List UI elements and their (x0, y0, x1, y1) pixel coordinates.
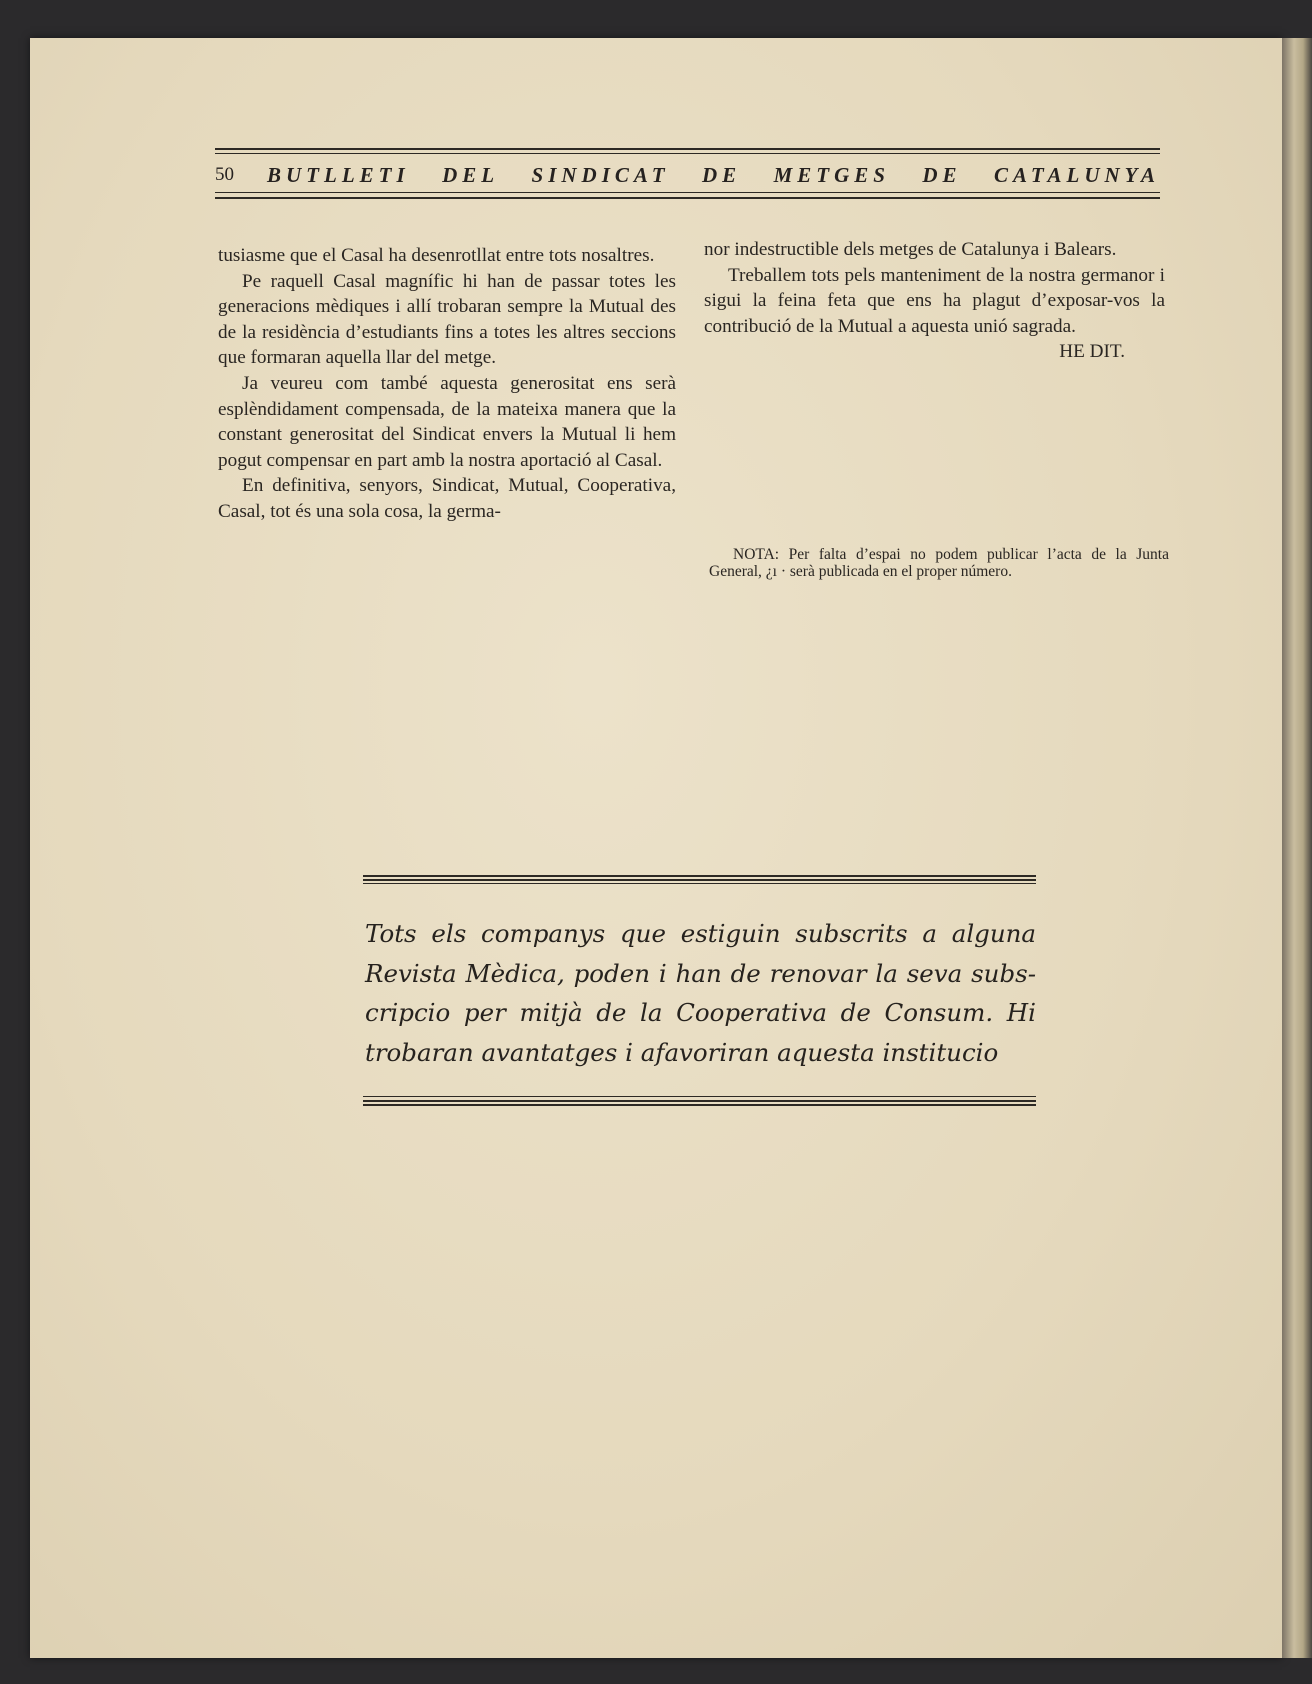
paragraph: tusiasme que el Casal ha desenrotllat entre tots nosaltres. (218, 245, 655, 266)
paragraph: nor indestructible dels metges de Catalunya i Balears. (704, 239, 1117, 260)
running-header (215, 148, 1160, 206)
header-row (215, 162, 1160, 188)
title-word: SINDICAT (531, 162, 670, 187)
notice-rule-top (363, 875, 1036, 877)
left-column (218, 243, 676, 525)
editorial-note: NOTA: Per falta d’espai no podem publicar l’acta de la Junta General, ¿ı · serà publicada en el proper número. (709, 546, 1169, 580)
title-word: METGES (773, 162, 890, 187)
signature: HE DIT. (1059, 341, 1125, 363)
title-word: DE (922, 162, 962, 187)
notice-rule-bottom (363, 1100, 1036, 1102)
notice-rule-top (363, 883, 1036, 884)
journal-title (267, 163, 1160, 188)
header-rule-top-thin (215, 153, 1160, 154)
header-rule-bottom-thin (215, 192, 1160, 193)
notice-rule-bottom (363, 1104, 1036, 1106)
title-word: CATALUNYA (993, 162, 1160, 187)
paragraph: Ja veureu com també aquesta generositat ens serà esplèndidament compensada, de la mateixa manera que la constant generositat del Sindicat envers la Mutual li hem pogut compensar en part amb la nostra aportació al Casal. (218, 372, 676, 471)
title-word: DEL (442, 162, 500, 187)
title-word: BUTLLETI (267, 162, 410, 187)
paragraph: En definitiva, senyors, Sindicat, Mutual, Cooperativa, Casal, tot és una sola cosa, la germa- (218, 475, 676, 522)
paragraph: Pe raquell Casal magnífic hi han de passar totes les generacions mèdiques i allí trobaran sempre la Mutual des de la residència d’estudiants fins a totes les altres seccions que formaran aquella llar del metge. (218, 270, 676, 369)
page-number: 50 (215, 164, 234, 185)
header-rule-top (215, 148, 1160, 150)
header-rule-bottom (215, 197, 1160, 199)
title-word: DE (701, 162, 742, 187)
notice-rule-bottom (363, 1096, 1036, 1097)
notice-box (363, 875, 1036, 1117)
page-edge (1282, 38, 1312, 1658)
right-column (704, 237, 1165, 365)
paragraph: Treballem tots pels manteniment de la nostra germanor i sigui la feina feta que ens ha plagut d’exposar-vos la contribució de la Mutual a aquesta unió sagrada. (704, 264, 1165, 337)
notice-text: Tots els companys que estiguin subscrits a alguna Revista Mèdica, poden i han de renovar la seva subscripcio per mitjà de la Cooperativa de Consum. Hi trobaran avantatges i afavoriran aquesta institucio (365, 919, 1036, 1067)
notice-rule-top (363, 879, 1036, 881)
